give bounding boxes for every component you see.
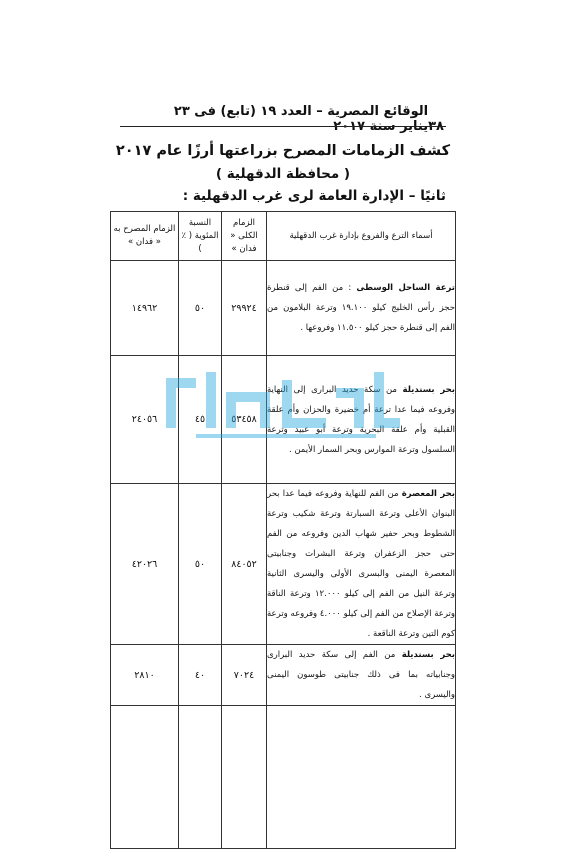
row-allowed: ٤٢٠٢٦: [111, 484, 179, 645]
empty-cell: [111, 706, 179, 849]
running-title: الوقائع المصرية – العدد ١٩ (تابع) فى ٢٣ يناير سنة ٢٠١٧: [173, 104, 429, 134]
empty-cell: [222, 706, 267, 849]
canal-description: من الفم إلى سكة حديد البرارى وجنابياته بما فى ذلك جنابيتى طوسون اليمنى واليسرى .: [267, 650, 455, 700]
page-number: ٣٨: [428, 119, 444, 134]
header-rule: [120, 126, 446, 127]
row-pct: ٥٠: [179, 261, 222, 356]
table-header-row: [111, 212, 456, 261]
row-total: ٧٠٢٤: [222, 645, 267, 706]
row-allowed: ٢٤٠٥٦: [111, 356, 179, 484]
row-pct: ٤٥: [179, 356, 222, 484]
canal-name: بحر بسنديلة: [402, 384, 455, 395]
row-total: ٥٣٤٥٨: [222, 356, 267, 484]
canal-description: من الفم للنهاية وفروعه فيما عدا بحر البنوان الأعلى وترعة السبارتة وترعة شكيب وترعة الشطوط وبحر حفير شهاب الدين وفروعه من الفم حتى حجز الزعفران وترعة البشرات وجنابيتى المعصرة اليمنى والبسرى الأولى واليسرى الثانية وترعة النيل من الفم إلى كيلو ١٢.٠٠٠ وترعة الناقة وترعة الإصلاح من الفم إلى كيلو ٤.٠٠٠ وفروعه وترعة كوم التين وترعة الناقعة .: [267, 489, 455, 639]
table-row: [111, 356, 456, 484]
header-desc: أسماء الترع والفروع بإدارة غرب الدقهلية: [267, 212, 456, 261]
row-allowed: ٢٨١٠: [111, 645, 179, 706]
row-pct: ٥٠: [179, 484, 222, 645]
canal-name: بحر بسنديلة: [401, 650, 455, 660]
row-allowed: ١٤٩٦٢: [111, 261, 179, 356]
canal-description: : من الفم إلى قنطرة حجز رأس الخليج كيلو ١٩.١٠٠ وترعة البلامون من الفم إلى قنطرة حجز كيلو ١١.٥٠٠ وفروعها .: [267, 283, 455, 333]
row-desc: [267, 356, 456, 484]
table-row: [111, 645, 456, 706]
row-desc: [267, 261, 456, 356]
header-allowed: الزمام المصرح به « فدان »: [111, 212, 179, 261]
header-pct: النسبة المئوية ( ٪ ): [179, 212, 222, 261]
row-pct: ٤٠: [179, 645, 222, 706]
document-title: كشف الزمامات المصرح بزراعتها أرزًا عام ٢٠١٧: [115, 143, 451, 159]
data-table: [110, 211, 456, 849]
canal-name: ترعة الساحل الوسطى: [356, 283, 455, 293]
row-total: ٨٤٠٥٢: [222, 484, 267, 645]
document-subtitle: ( محافظة الدقهلية ): [215, 166, 351, 182]
row-total: ٢٩٩٢٤: [222, 261, 267, 356]
canal-name: بحر المعصرة: [401, 489, 456, 499]
table-row: [111, 261, 456, 356]
section-heading: ثانيًا – الإدارة العامة لرى غرب الدقهلية :: [182, 188, 446, 204]
header-total: الزمام الكلى « فدان »: [222, 212, 267, 261]
canal-description: من سكة حديد البرارى إلى النهاية وفروعه فيما عدا ترعة أم خضيرة والحزان وأم علقة القبلية وأم علقة البحرية وترعة أبو عبيد وترعة السلسول وترعة الموارس وبحر السمار الأيمن .: [267, 384, 455, 455]
table-row-empty: [111, 706, 456, 849]
running-head: [148, 104, 444, 134]
row-desc: [267, 645, 456, 706]
empty-cell: [179, 706, 222, 849]
table-row: [111, 484, 456, 645]
row-desc: [267, 484, 456, 645]
empty-cell: [267, 706, 456, 849]
